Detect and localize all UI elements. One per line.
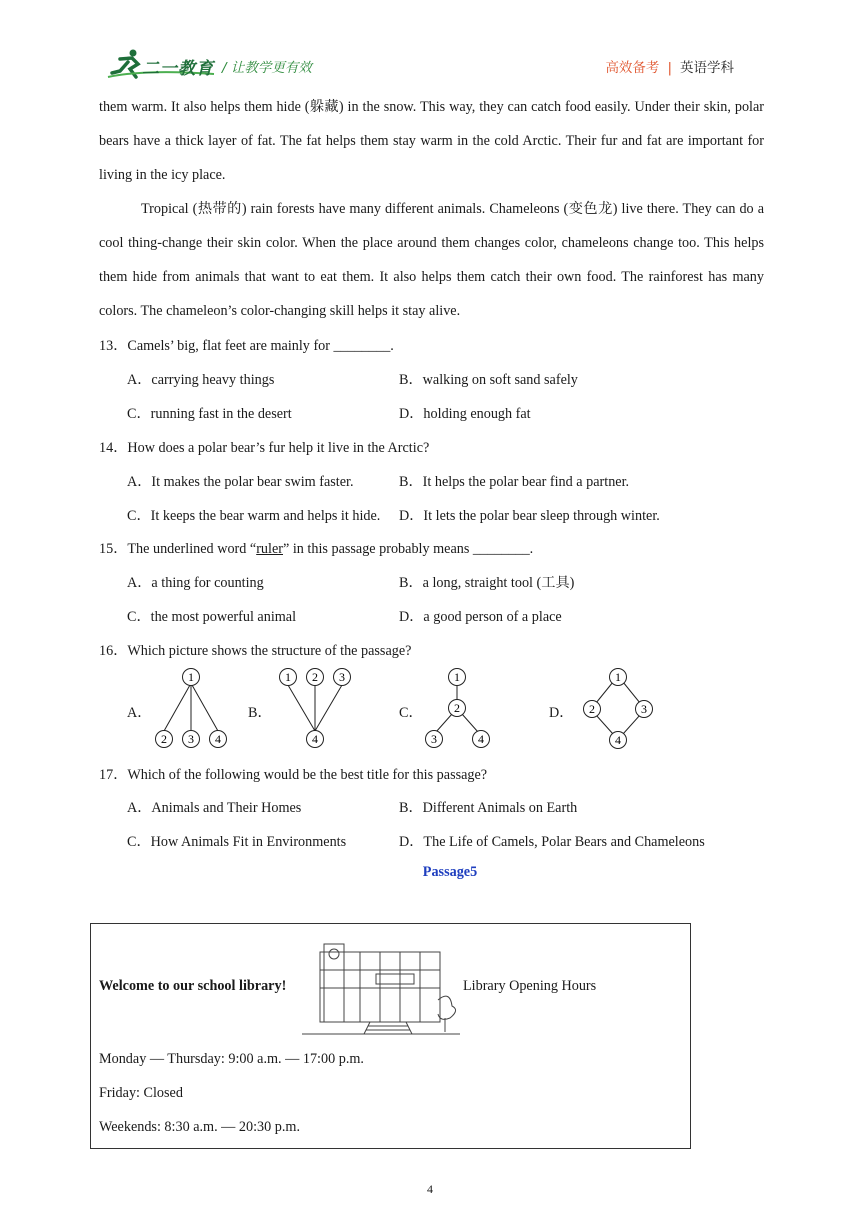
passage-paragraph-2: Tropical (热带的) rain forests have many different animals. Chameleons (变色龙) live there. They can do a cool thing-change their skin color. When the place around them changes color, chameleons change too. This helps them hide from animals that want to eat them. It also helps them catch their own food. The rainforest has many colors. The chameleon’s color-changing skill helps it stay alive. (99, 201, 764, 319)
question-17-option-d: D．The Life of Camels, Polar Bears and Chameleons (399, 834, 705, 850)
tag-subject: 英语学科 (680, 60, 734, 76)
node-label: 2 (161, 732, 167, 746)
node-label: 3 (188, 732, 194, 746)
node-label: 2 (454, 701, 460, 715)
node-label: 1 (615, 670, 621, 684)
tag-separator: | (667, 60, 672, 76)
question-16-option-b: B． (248, 705, 272, 721)
question-13-option-d: D．holding enough fat (399, 406, 531, 422)
brand-name: 二一教育 (142, 59, 214, 79)
passage5-heading: Passage5 (422, 864, 478, 880)
node-label: 4 (215, 732, 221, 746)
tag-exam-prep: 高效备考 (605, 60, 660, 76)
hours-friday: Friday: Closed (99, 1085, 183, 1101)
structure-diagram-b (274, 666, 360, 752)
node-label: 2 (589, 702, 595, 716)
node-label: 3 (641, 702, 647, 716)
structure-diagram-c (418, 666, 504, 752)
underlined-word: ruler (256, 541, 283, 557)
question-16-option-a: A． (127, 705, 152, 721)
question-16-option-c: C． (399, 705, 423, 721)
node-label: 4 (478, 732, 484, 746)
structure-diagram-d (574, 666, 660, 752)
question-15-stem (99, 538, 533, 558)
node-label: 3 (431, 732, 437, 746)
question-17-option-c: C．How Animals Fit in Environments (127, 834, 347, 850)
question-13-option-c: C．running fast in the desert (127, 406, 292, 422)
header-tags (605, 56, 734, 76)
question-14-option-b: B．It helps the polar bear find a partner. (399, 474, 630, 490)
question-14-stem: 14．How does a polar bear’s fur help it live in the Arctic? (99, 440, 430, 456)
brand-slogan: / 让教学更有效 (222, 60, 312, 76)
node-label: 1 (454, 670, 460, 684)
question-16-stem: 16．Which picture shows the structure of the passage? (99, 643, 412, 659)
hours-mon-thu: Monday — Thursday: 9:00 a.m. — 17:00 p.m. (99, 1051, 364, 1067)
node-label: 2 (312, 670, 318, 684)
passage-paragraph-1: them warm. It also helps them hide (躲藏) in the snow. This way, they can catch food easily. Under their skin, polar bears have a thick layer of fat. The fat helps them stay warm in the cold Arctic. Their fur and fat are important for living in the icy place. (99, 99, 764, 183)
question-15-option-c: C．the most powerful animal (127, 609, 297, 625)
question-16-option-d: D． (549, 705, 574, 721)
question-13-option-a: A．carrying heavy things (127, 372, 275, 388)
library-hours-title: Library Opening Hours (463, 978, 597, 994)
question-15-option-b: B．a long, straight tool (工具) (399, 575, 575, 591)
node-label: 1 (188, 670, 194, 684)
question-13-option-b: B．walking on soft sand safely (399, 372, 578, 388)
question-15-stem-before: 15．The underlined word “ (99, 541, 257, 557)
hours-weekends: Weekends: 8:30 a.m. — 20:30 p.m. (99, 1119, 301, 1135)
node-label: 4 (312, 732, 318, 746)
question-14-option-d: D．It lets the polar bear sleep through winter. (399, 508, 660, 524)
question-14-option-c: C．It keeps the bear warm and helps it hide. (127, 508, 381, 524)
question-15-stem-after: ” in this passage probably means ________. (283, 541, 534, 557)
library-building-illustration (300, 940, 462, 1036)
question-15-option-a: A．a thing for counting (127, 575, 264, 591)
question-15-option-d: D．a good person of a place (399, 609, 562, 625)
question-14-option-a: A．It makes the polar bear swim faster. (127, 474, 354, 490)
node-label: 3 (339, 670, 345, 684)
question-17-option-a: A．Animals and Their Homes (127, 800, 302, 816)
structure-diagram-a (150, 666, 236, 752)
node-label: 1 (285, 670, 291, 684)
library-welcome: Welcome to our school library! (99, 978, 287, 994)
question-17-stem: 17．Which of the following would be the best title for this passage? (99, 767, 488, 783)
question-13-stem: 13．Camels’ big, flat feet are mainly for ________. (99, 338, 394, 354)
question-17-option-b: B．Different Animals on Earth (399, 800, 578, 816)
page-number: 4 (427, 1182, 433, 1196)
node-label: 4 (615, 733, 621, 747)
